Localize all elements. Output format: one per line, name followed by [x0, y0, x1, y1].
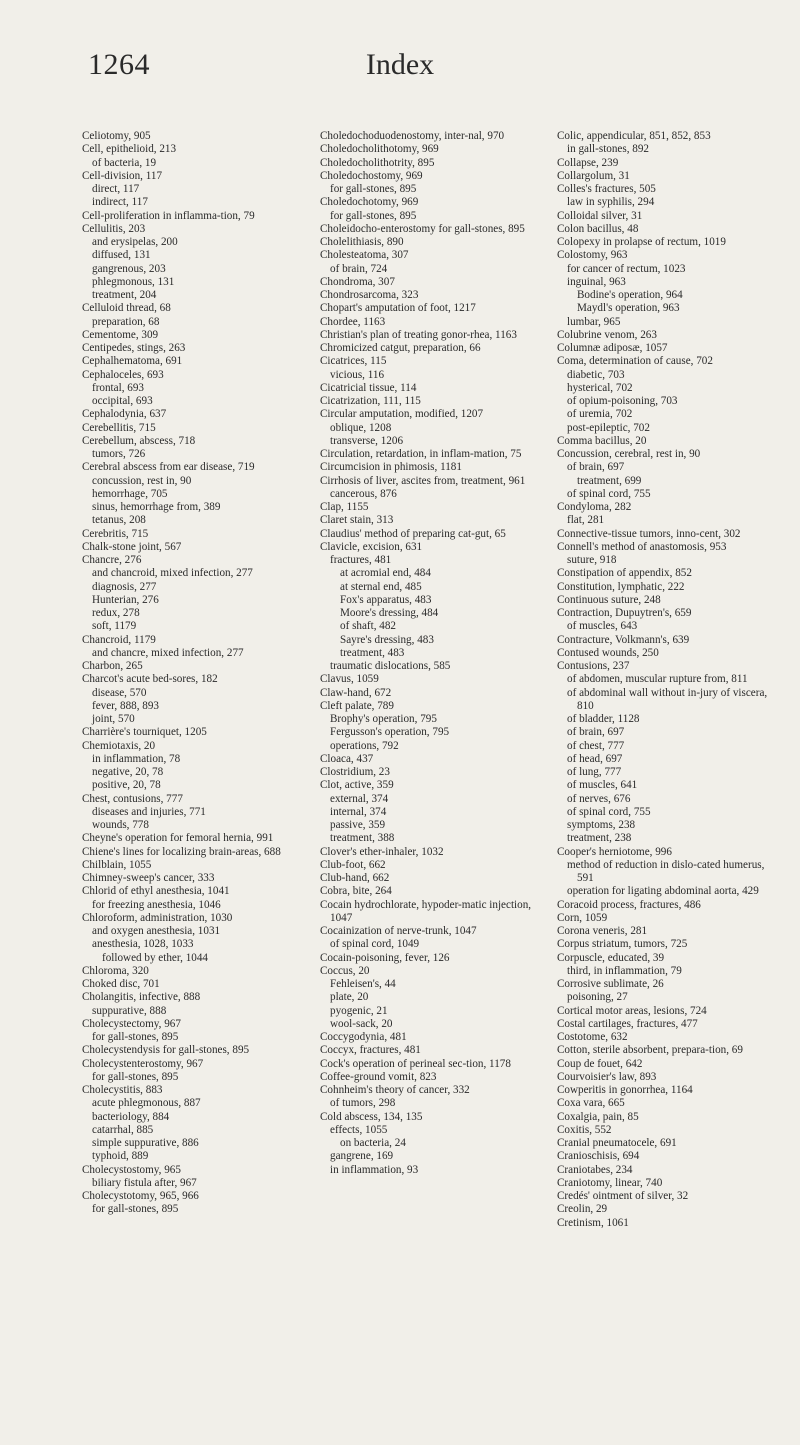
index-entry: Chlorid of ethyl anesthesia, 1041: [82, 885, 230, 898]
index-subentry: Fehleisen's, 44: [330, 978, 396, 990]
index-entry: Choleidocho-enterostomy for gall-stones, 895: [320, 222, 525, 235]
index-entry: Colic, appendicular, 851, 852, 853: [557, 130, 711, 142]
index-subentry: treatment, 699: [577, 474, 642, 487]
index-entry: Circular amputation, modified, 1207: [320, 408, 484, 421]
index-entry: Cerebritis, 715: [82, 527, 149, 540]
page-number: 1264: [88, 48, 150, 81]
index-entry: Choledochotomy, 969: [320, 196, 419, 209]
index-entry: Club-hand, 662: [320, 872, 390, 884]
index-entry: Constipation of appendix, 852: [557, 567, 692, 580]
index-subentry: gangrene, 169: [330, 1150, 394, 1163]
index-subentry: suture, 918: [567, 554, 617, 566]
index-entry: Cholesteatoma, 307: [320, 249, 409, 262]
index-entry: Cephalodynia, 637: [82, 408, 167, 421]
index-entry: Contraction, Dupuytren's, 659: [557, 607, 692, 619]
index-entry: Collargolum, 31: [557, 169, 630, 182]
index-subentry: bacteriology, 884: [92, 1110, 170, 1123]
index-subentry: of bladder, 1128: [567, 713, 640, 725]
index-entry: Cerebellitis, 715: [82, 421, 156, 434]
index-entry: Chemiotaxis, 20: [82, 739, 156, 752]
index-subentry: of abdomen, muscular rupture from, 811: [567, 673, 748, 686]
index-entry: Choledocholithotomy, 969: [320, 143, 439, 156]
index-subentry: catarrhal, 885: [92, 1123, 154, 1136]
index-entry: Continuous suture, 248: [557, 593, 661, 606]
index-subentry: anesthesia, 1028, 1033: [92, 938, 194, 951]
index-entry: Clot, active, 359: [320, 779, 394, 792]
index-subentry: of lung, 777: [567, 766, 622, 778]
index-entry: Chondroma, 307: [320, 275, 395, 288]
index-entry: Comma bacillus, 20: [557, 434, 647, 447]
index-subentry: pyogenic, 21: [330, 1004, 388, 1017]
index-column-1: [82, 130, 294, 1217]
index-entry: Cholecystostomy, 965: [82, 1163, 181, 1176]
index-subentry: and oxygen anesthesia, 1031: [92, 925, 221, 937]
index-entry: Corrosive sublimate, 26: [557, 978, 664, 990]
index-entry: Cementome, 309: [82, 328, 159, 341]
index-subentry: third, in inflammation, 79: [567, 964, 682, 977]
index-subentry: diseases and injuries, 771: [92, 805, 206, 818]
index-subentry: occipital, 693: [92, 395, 153, 407]
index-entry: Chloroform, administration, 1030: [82, 911, 233, 924]
index-entry: Colostomy, 963: [557, 249, 628, 262]
index-subentry: diabetic, 703: [567, 368, 625, 381]
index-entry: Cortical motor areas, lesions, 724: [557, 1004, 707, 1017]
index-entry: Connective-tissue tumors, inno-cent, 302: [557, 527, 741, 540]
index-subentry: of nerves, 676: [567, 792, 631, 805]
index-subentry: indirect, 117: [92, 196, 148, 209]
index-entry: Choked disc, 701: [82, 978, 160, 990]
index-subentry: biliary fistula after, 967: [92, 1176, 197, 1189]
index-subentry: of tumors, 298: [330, 1097, 396, 1110]
index-subentry: of brain, 697: [567, 726, 625, 739]
index-subentry: disease, 570: [92, 686, 147, 699]
index-subentry: at acromial end, 484: [340, 567, 431, 580]
index-entry: Chancre, 276: [82, 554, 142, 566]
index-subentry: concussion, rest in, 90: [92, 474, 192, 487]
index-entry: Contused wounds, 250: [557, 646, 659, 659]
index-entry: Cotton, sterile absorbent, prepara-tion, 69: [557, 1044, 743, 1057]
index-subentry: hysterical, 702: [567, 381, 633, 394]
index-subentry: negative, 20, 78: [92, 766, 164, 778]
index-subentry: in inflammation, 78: [92, 752, 181, 765]
index-subentry: and chancre, mixed infection, 277: [92, 646, 244, 659]
index-entry: Cicatrices, 115: [320, 355, 387, 368]
index-subentry: of abdominal wall without in-jury of viscera, 810: [567, 686, 768, 712]
index-subentry: and chancroid, mixed infection, 277: [92, 567, 253, 580]
index-subentry: Hunterian, 276: [92, 593, 159, 606]
index-entry: Cobra, bite, 264: [320, 885, 392, 898]
index-entry: Cholecystotomy, 965, 966: [82, 1190, 199, 1202]
index-entry: Collapse, 239: [557, 156, 619, 169]
index-entry: Circumcision in phimosis, 1181: [320, 461, 462, 474]
index-subentry: of head, 697: [567, 752, 623, 765]
index-subentry: plate, 20: [330, 991, 369, 1004]
index-subentry: Moore's dressing, 484: [340, 607, 439, 619]
index-entry: Concussion, cerebral, rest in, 90: [557, 448, 701, 460]
index-entry: Clover's ether-inhaler, 1032: [320, 845, 444, 858]
index-subentry: passive, 359: [330, 819, 386, 831]
index-subentry: hemorrhage, 705: [92, 487, 168, 500]
index-subentry: of shaft, 482: [340, 620, 397, 633]
index-entry: Coup de fouet, 642: [557, 1057, 643, 1070]
index-subentry: suppurative, 888: [92, 1004, 167, 1017]
index-entry: Chromicized catgut, preparation, 66: [320, 342, 481, 354]
index-subentry: for freezing anesthesia, 1046: [92, 898, 221, 911]
index-entry: Colopexy in prolapse of rectum, 1019: [557, 236, 726, 248]
index-entry: Chancroid, 1179: [82, 633, 156, 646]
index-column-2: [320, 130, 532, 1177]
index-entry: Clap, 1155: [320, 501, 369, 513]
index-entry: Charcot's acute bed-sores, 182: [82, 673, 218, 686]
index-subentry: of muscles, 641: [567, 779, 638, 792]
index-entry: Cicatrization, 111, 115: [320, 395, 421, 407]
index-entry: Choledocholithotrity, 895: [320, 156, 435, 169]
index-entry: Cerebral abscess from ear disease, 719: [82, 461, 255, 474]
index-subentry: in gall-stones, 892: [567, 143, 649, 156]
index-entry: Claudius' method of preparing cat-gut, 65: [320, 527, 506, 540]
index-entry: Cold abscess, 134, 135: [320, 1110, 423, 1123]
index-entry: Coxalgia, pain, 85: [557, 1110, 639, 1123]
index-subentry: method of reduction in dislo-cated humerus, 591: [567, 858, 765, 884]
index-entry: Chilblain, 1055: [82, 858, 152, 871]
index-subentry: wounds, 778: [92, 819, 149, 831]
index-subentry: and erysipelas, 200: [92, 236, 178, 248]
index-subentry: vicious, 116: [330, 368, 385, 381]
index-subentry: of spinal cord, 755: [567, 487, 651, 500]
index-entry: Cholecystendysis for gall-stones, 895: [82, 1044, 250, 1057]
index-subentry: Fergusson's operation, 795: [330, 726, 450, 739]
index-subentry: tumors, 726: [92, 448, 146, 460]
index-subentry: followed by ether, 1044: [102, 951, 208, 964]
index-subentry: in inflammation, 93: [330, 1163, 419, 1176]
index-entry: Cephalhematoma, 691: [82, 355, 183, 368]
index-entry: Cerebellum, abscess, 718: [82, 434, 196, 447]
index-entry: Centipedes, stings, 263: [82, 342, 186, 354]
index-subentry: joint, 570: [92, 713, 135, 725]
index-subentry: of brain, 697: [567, 461, 625, 474]
index-entry: Cicatricial tissue, 114: [320, 381, 417, 394]
index-subentry: of bacteria, 19: [92, 156, 157, 169]
index-entry: Chimney-sweep's cancer, 333: [82, 872, 215, 884]
index-entry: Coccus, 20: [320, 964, 370, 977]
index-column-3: [557, 130, 769, 1230]
index-entry: Columnæ adiposæ, 1057: [557, 342, 668, 354]
index-subentry: operations, 792: [330, 739, 399, 752]
index-subentry: internal, 374: [330, 805, 387, 818]
index-subentry: wool-sack, 20: [330, 1017, 393, 1030]
index-entry: Cooper's herniotome, 996: [557, 845, 672, 858]
index-entry: Cocain hydrochlorate, hypoder-matic injection, 1047: [320, 898, 532, 924]
index-entry: Corpuscle, educated, 39: [557, 951, 665, 964]
index-entry: Chiene's lines for localizing brain-areas, 688: [82, 845, 281, 858]
index-entry: Colon bacillus, 48: [557, 222, 639, 235]
index-entry: Cranioschisis, 694: [557, 1150, 640, 1163]
index-entry: Clostridium, 23: [320, 766, 390, 778]
index-entry: Celiotomy, 905: [82, 130, 151, 142]
index-subentry: typhoid, 889: [92, 1150, 149, 1163]
index-entry: Cheyne's operation for femoral hernia, 991: [82, 832, 274, 845]
index-subentry: diffused, 131: [92, 249, 151, 262]
index-entry: Contusions, 237: [557, 660, 630, 672]
index-entry: Claw-hand, 672: [320, 686, 392, 699]
index-subentry: fractures, 481: [330, 554, 392, 566]
index-subentry: acute phlegmonous, 887: [92, 1097, 201, 1110]
index-entry: Cranial pneumatocele, 691: [557, 1137, 677, 1149]
index-entry: Coffee-ground vomit, 823: [320, 1070, 437, 1083]
index-subentry: operation for ligating abdominal aorta, 429: [567, 885, 759, 898]
index-subentry: phlegmonous, 131: [92, 275, 175, 288]
index-subentry: lumbar, 965: [567, 315, 621, 328]
index-subentry: tetanus, 208: [92, 514, 146, 527]
index-entry: Cellulitis, 203: [82, 222, 146, 235]
index-entry: Chalk-stone joint, 567: [82, 540, 182, 553]
index-entry: Courvoisier's law, 893: [557, 1070, 657, 1083]
index-entry: Cholecystitis, 883: [82, 1084, 163, 1096]
index-entry: Cell-proliferation in inflamma-tion, 79: [82, 209, 255, 222]
index-entry: Corn, 1059: [557, 911, 608, 924]
index-entry: Choledochostomy, 969: [320, 169, 423, 182]
index-subentry: of brain, 724: [330, 262, 388, 275]
index-entry: Colles's fractures, 505: [557, 183, 656, 195]
index-subentry: direct, 117: [92, 183, 140, 195]
index-entry: Cloaca, 437: [320, 752, 374, 765]
index-entry: Claret stain, 313: [320, 514, 394, 527]
index-subentry: Brophy's operation, 795: [330, 713, 437, 725]
index-entry: Choledochoduodenostomy, inter-nal, 970: [320, 130, 505, 142]
index-title: Index: [365, 48, 435, 81]
index-subentry: treatment, 388: [330, 832, 395, 845]
index-entry: Coxitis, 552: [557, 1123, 612, 1136]
index-subentry: for gall-stones, 895: [330, 209, 417, 222]
index-subentry: treatment, 204: [92, 289, 157, 301]
index-subentry: sinus, hemorrhage from, 389: [92, 501, 221, 513]
index-entry: Cock's operation of perineal sec-tion, 1178: [320, 1057, 511, 1070]
index-entry: Cell-division, 117: [82, 169, 163, 182]
index-entry: Constitution, lymphatic, 222: [557, 580, 685, 593]
index-entry: Coracoid process, fractures, 486: [557, 898, 701, 911]
index-entry: Cholelithiasis, 890: [320, 236, 404, 248]
index-subentry: treatment, 483: [340, 646, 405, 659]
index-subentry: inguinal, 963: [567, 275, 626, 288]
index-subentry: preparation, 68: [92, 315, 160, 328]
index-subentry: on bacteria, 24: [340, 1137, 406, 1149]
index-subentry: of uremia, 702: [567, 408, 633, 421]
index-subentry: transverse, 1206: [330, 434, 404, 447]
index-entry: Creolin, 29: [557, 1203, 608, 1216]
index-entry: Contracture, Volkmann's, 639: [557, 633, 690, 646]
index-subentry: diagnosis, 277: [92, 580, 157, 593]
index-entry: Connell's method of anastomosis, 953: [557, 540, 727, 553]
index-entry: Cholecystenterostomy, 967: [82, 1057, 204, 1070]
index-subentry: of muscles, 643: [567, 620, 638, 633]
index-entry: Cowperitis in gonorrhea, 1164: [557, 1084, 693, 1096]
index-entry: Coccyx, fractures, 481: [320, 1044, 421, 1057]
index-subentry: post-epileptic, 702: [567, 421, 650, 434]
index-subentry: treatment, 238: [567, 832, 632, 845]
index-subentry: soft, 1179: [92, 620, 137, 633]
index-subentry: gangrenous, 203: [92, 262, 166, 275]
index-entry: Corona veneris, 281: [557, 925, 648, 937]
index-subentry: frontal, 693: [92, 381, 144, 394]
index-subentry: Fox's apparatus, 483: [340, 593, 432, 606]
index-entry: Cocainization of nerve-trunk, 1047: [320, 925, 477, 937]
index-subentry: of chest, 777: [567, 739, 625, 752]
index-entry: Cirrhosis of liver, ascites from, treatment, 961: [320, 474, 526, 487]
index-subentry: cancerous, 876: [330, 487, 397, 500]
index-subentry: redux, 278: [92, 607, 140, 619]
index-entry: Chloroma, 320: [82, 964, 149, 977]
index-entry: Circulation, retardation, in inflam-mation, 75: [320, 448, 522, 460]
index-subentry: of spinal cord, 1049: [330, 938, 420, 951]
index-subentry: external, 374: [330, 792, 389, 805]
index-subentry: flat, 281: [567, 514, 605, 527]
index-entry: Chordee, 1163: [320, 315, 386, 328]
index-subentry: poisoning, 27: [567, 991, 628, 1004]
index-entry: Chopart's amputation of foot, 1217: [320, 302, 476, 315]
index-entry: Charrière's tourniquet, 1205: [82, 726, 207, 739]
index-entry: Cohnheim's theory of cancer, 332: [320, 1084, 470, 1096]
index-entry: Craniotomy, linear, 740: [557, 1176, 663, 1189]
index-entry: Corpus striatum, tumors, 725: [557, 938, 688, 951]
index-subentry: fever, 888, 893: [92, 699, 159, 712]
index-entry: Craniotabes, 234: [557, 1163, 633, 1176]
index-entry: Cholecystectomy, 967: [82, 1017, 181, 1030]
index-subentry: for gall-stones, 895: [92, 1031, 179, 1043]
index-entry: Christian's plan of treating gonor-rhea, 1163: [320, 328, 517, 341]
index-entry: Costotome, 632: [557, 1031, 628, 1043]
index-entry: Cephaloceles, 693: [82, 368, 164, 381]
index-entry: Chest, contusions, 777: [82, 792, 183, 805]
index-entry: Condyloma, 282: [557, 501, 632, 513]
index-entry: Cretinism, 1061: [557, 1216, 629, 1229]
index-entry: Credés' ointment of silver, 32: [557, 1190, 689, 1202]
index-subentry: of spinal cord, 755: [567, 805, 651, 818]
index-entry: Colubrine venom, 263: [557, 328, 657, 341]
index-subentry: for cancer of rectum, 1023: [567, 262, 686, 275]
index-entry: Clavicle, excision, 631: [320, 540, 423, 553]
index-entry: Cholangitis, infective, 888: [82, 991, 201, 1004]
index-subentry: Bodine's operation, 964: [577, 289, 683, 301]
index-entry: Coccygodynia, 481: [320, 1031, 407, 1043]
index-subentry: for gall-stones, 895: [92, 1070, 179, 1083]
index-subentry: simple suppurative, 886: [92, 1137, 199, 1149]
page-header: [0, 48, 800, 88]
index-subentry: positive, 20, 78: [92, 779, 161, 792]
index-subentry: effects, 1055: [330, 1123, 388, 1136]
index-entry: Cell, epithelioid, 213: [82, 143, 177, 156]
index-entry: Costal cartilages, fractures, 477: [557, 1017, 698, 1030]
index-subentry: Sayre's dressing, 483: [340, 633, 434, 646]
index-subentry: oblique, 1208: [330, 421, 392, 434]
index-entry: Coma, determination of cause, 702: [557, 355, 713, 368]
index-entry: Coxa vara, 665: [557, 1097, 625, 1110]
index-subentry: traumatic dislocations, 585: [330, 660, 451, 672]
index-entry: Chondrosarcoma, 323: [320, 289, 419, 301]
index-subentry: for gall-stones, 895: [330, 183, 417, 195]
index-entry: Charbon, 265: [82, 660, 143, 672]
index-subentry: for gall-stones, 895: [92, 1203, 179, 1216]
index-entry: Cocain-poisoning, fever, 126: [320, 951, 450, 964]
index-subentry: symptoms, 238: [567, 819, 636, 831]
index-entry: Colloidal silver, 31: [557, 209, 643, 222]
index-subentry: of opium-poisoning, 703: [567, 395, 678, 407]
index-entry: Celluloid thread, 68: [82, 302, 171, 315]
index-subentry: at sternal end, 485: [340, 580, 422, 593]
index-subentry: law in syphilis, 294: [567, 196, 655, 209]
index-entry: Cleft palate, 789: [320, 699, 394, 712]
index-subentry: Maydl's operation, 963: [577, 302, 680, 315]
index-entry: Club-foot, 662: [320, 858, 386, 871]
index-entry: Clavus, 1059: [320, 673, 379, 686]
